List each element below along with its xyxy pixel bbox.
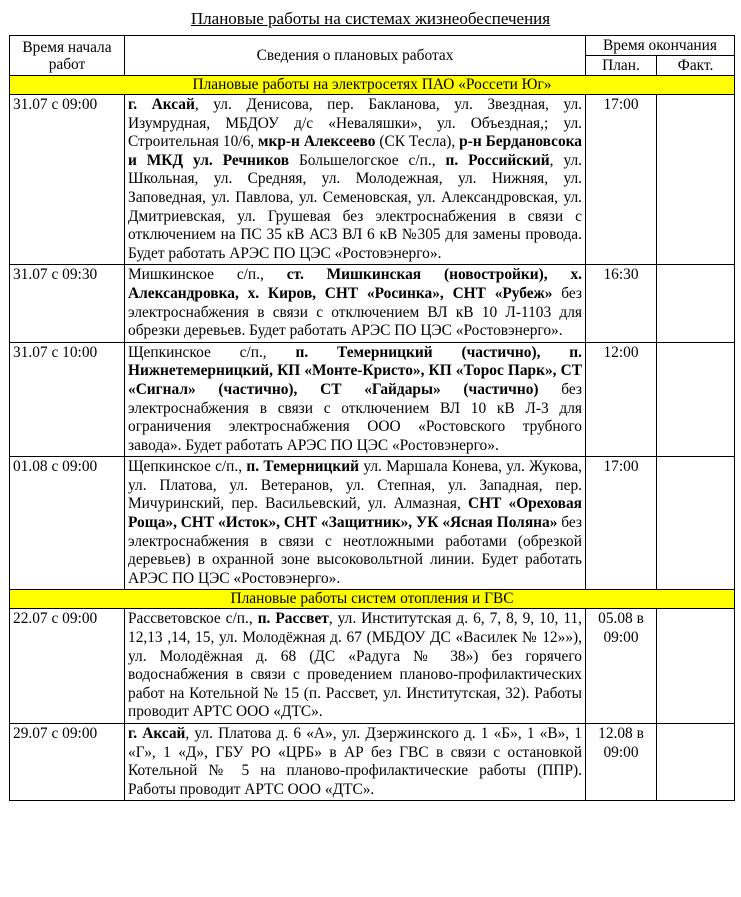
start-time-cell: 31.07 с 09:00 bbox=[10, 95, 125, 265]
table-row bbox=[10, 342, 735, 457]
location-highlight: п. Рассвет bbox=[257, 610, 329, 628]
section-header-row bbox=[10, 590, 735, 609]
location-highlight: р-н Бердановсока и МКД ул. Речников bbox=[128, 133, 582, 169]
info-text: Щепкинское с/п., bbox=[128, 343, 296, 361]
table-row bbox=[10, 609, 735, 724]
actual-end-cell bbox=[657, 95, 735, 265]
start-time-cell: 22.07 с 09:00 bbox=[10, 609, 125, 724]
work-info-cell bbox=[125, 342, 586, 457]
planned-end-cell: 12.08 в 09:00 bbox=[586, 724, 657, 801]
info-text: без электроснабжения в связи с отключением ВЛ 10 кВ Л-3 для ограничения электроснабжения ООО «Ростовского трубного завода». Будет работать АРЭС ПО ЦЭС «Ростовэнерго». bbox=[128, 380, 582, 454]
info-text: , ул. Денисова, пер. Бакланова, ул. Звездная, ул. Изумрудная, МБДОУ д/с «Неваляшки», ул. Объездная,; ул. Строительная 10/6, bbox=[128, 96, 582, 151]
work-info-cell bbox=[125, 457, 586, 590]
planned-end-cell: 12:00 bbox=[586, 342, 657, 457]
info-text: , ул. Платова д. 6 «А», ул. Дзержинского д. 1 «Б», 1 «В», 1 «Г», 1 «Д», ГБУ РО «ЦРБ» в АР без ГВС в связи с остановкой Котельной № 5 на планово-профилактические работы (ППР). Работы проводит АРТС ООО «ДТС». bbox=[128, 725, 582, 798]
start-time-cell: 31.07 с 10:00 bbox=[10, 342, 125, 457]
info-text: Мишкинское с/п., bbox=[128, 266, 287, 284]
section-title: Плановые работы на электросетях ПАО «Россети Юг» bbox=[10, 76, 735, 95]
header-fact: Факт. bbox=[657, 56, 735, 76]
planned-end-cell: 16:30 bbox=[586, 265, 657, 342]
planned-end-cell: 05.08 в 09:00 bbox=[586, 609, 657, 724]
work-info-cell bbox=[125, 265, 586, 342]
info-text: без электроснабжения в связи с отключением ВЛ кВ 10 Л-1103 для обрезки деревьев. Будет работать АРЭС ПО ЦЭС «Ростовэнерго». bbox=[128, 284, 583, 340]
info-text: ул. Маршала Конева, ул. Жукова, ул. Платова, ул. Ветеранов, ул. Степная, ул. Западная, пер. Мичуринский, пер. Васильевский, ул. Алмазная, bbox=[128, 458, 582, 513]
table-body bbox=[10, 76, 735, 801]
actual-end-cell bbox=[657, 457, 735, 590]
start-time-cell: 01.08 с 09:00 bbox=[10, 457, 125, 590]
info-text: Большелогское с/п., bbox=[289, 151, 446, 169]
info-text: Рассветовское с/п., bbox=[128, 610, 258, 628]
start-time-cell: 31.07 с 09:30 bbox=[10, 265, 125, 342]
table-row bbox=[10, 724, 735, 801]
info-text: (СК Тесла), bbox=[375, 133, 460, 151]
info-text: без электроснабжения в связи с неотложными работами (обрезкой деревьев) в охранной зоне высоковольтной линии. Будет работать АРЭС ПО ЦЭС «Ростовэнерго». bbox=[128, 514, 582, 587]
header-work-info: Сведения о плановых работах bbox=[125, 36, 586, 76]
info-text: , ул. Школьная, ул. Средняя, ул. Молодежная, ул. Нижняя, ул. Заповедная, ул. Павлова, ул. Семеновская, ул. Александровская, ул. Дмитриевская, ул. Грушевая без электроснабжения в связи с отключением на ПС 35 кВ АС3 ВЛ 6 кВ №305 для замены провода. Будет работать АРЭС ПО ЦЭС «Ростовэнерго». bbox=[128, 151, 582, 262]
actual-end-cell bbox=[657, 342, 735, 457]
work-info-cell bbox=[125, 609, 586, 724]
location-highlight: СНТ «Ореховая Роща», СНТ «Исток», СНТ «Защитник», УК «Ясная Поляна» bbox=[128, 495, 583, 532]
actual-end-cell bbox=[657, 609, 735, 724]
table-row bbox=[10, 95, 735, 265]
table-row bbox=[10, 265, 735, 342]
table-row bbox=[10, 457, 735, 590]
location-highlight: г. Аксай bbox=[128, 725, 186, 742]
location-highlight: ст. Мишкинская (новостройки), х. Александровка, х. Киров, СНТ «Росинка», СНТ «Рубеж» bbox=[128, 266, 582, 302]
section-header-row bbox=[10, 76, 735, 95]
works-table bbox=[9, 35, 735, 801]
page-title: Плановые работы на системах жизнеобеспечения bbox=[190, 9, 551, 28]
location-highlight: мкр-н Алексеево bbox=[258, 133, 376, 151]
actual-end-cell bbox=[657, 724, 735, 801]
info-text: , ул. Институтская д. 6, 7, 8, 9, 10, 11, 12,13 ,14, 15, ул. Молодёжная д. 67 (МБДОУ ДС «Василек № 12»»), ул. Молодёжная д. 68 (ДС «Радуга № 38») без горячего водоснабжения в связи с проведением планово-профилактических работ на Котельной № 15 (п. Рассвет, ул. Институтская, 32). Работы проводит АРТС ООО «ДТС». bbox=[128, 610, 582, 721]
header-end-time: Время окончания bbox=[586, 36, 735, 56]
work-info-cell bbox=[125, 724, 586, 801]
actual-end-cell bbox=[657, 265, 735, 342]
location-highlight: п. Темерницкий bbox=[246, 458, 360, 476]
location-highlight: г. Аксай bbox=[128, 96, 195, 113]
header-plan: План. bbox=[586, 56, 657, 76]
header-start-time: Время начала работ bbox=[10, 36, 125, 76]
planned-end-cell: 17:00 bbox=[586, 95, 657, 265]
work-info-cell bbox=[125, 95, 586, 265]
location-highlight: п. Темерницкий (частично), п. Нижнетемерницкий, КП «Монте-Кристо», КП «Торос Парк», СТ «Сигнал» (частично), СТ «Гайдары» (частично) bbox=[128, 343, 582, 398]
location-highlight: п. Российский bbox=[445, 151, 550, 169]
planned-end-cell: 17:00 bbox=[586, 457, 657, 590]
section-title: Плановые работы систем отопления и ГВС bbox=[10, 590, 735, 609]
start-time-cell: 29.07 с 09:00 bbox=[10, 724, 125, 801]
info-text: Щепкинское с/п., bbox=[128, 458, 247, 476]
